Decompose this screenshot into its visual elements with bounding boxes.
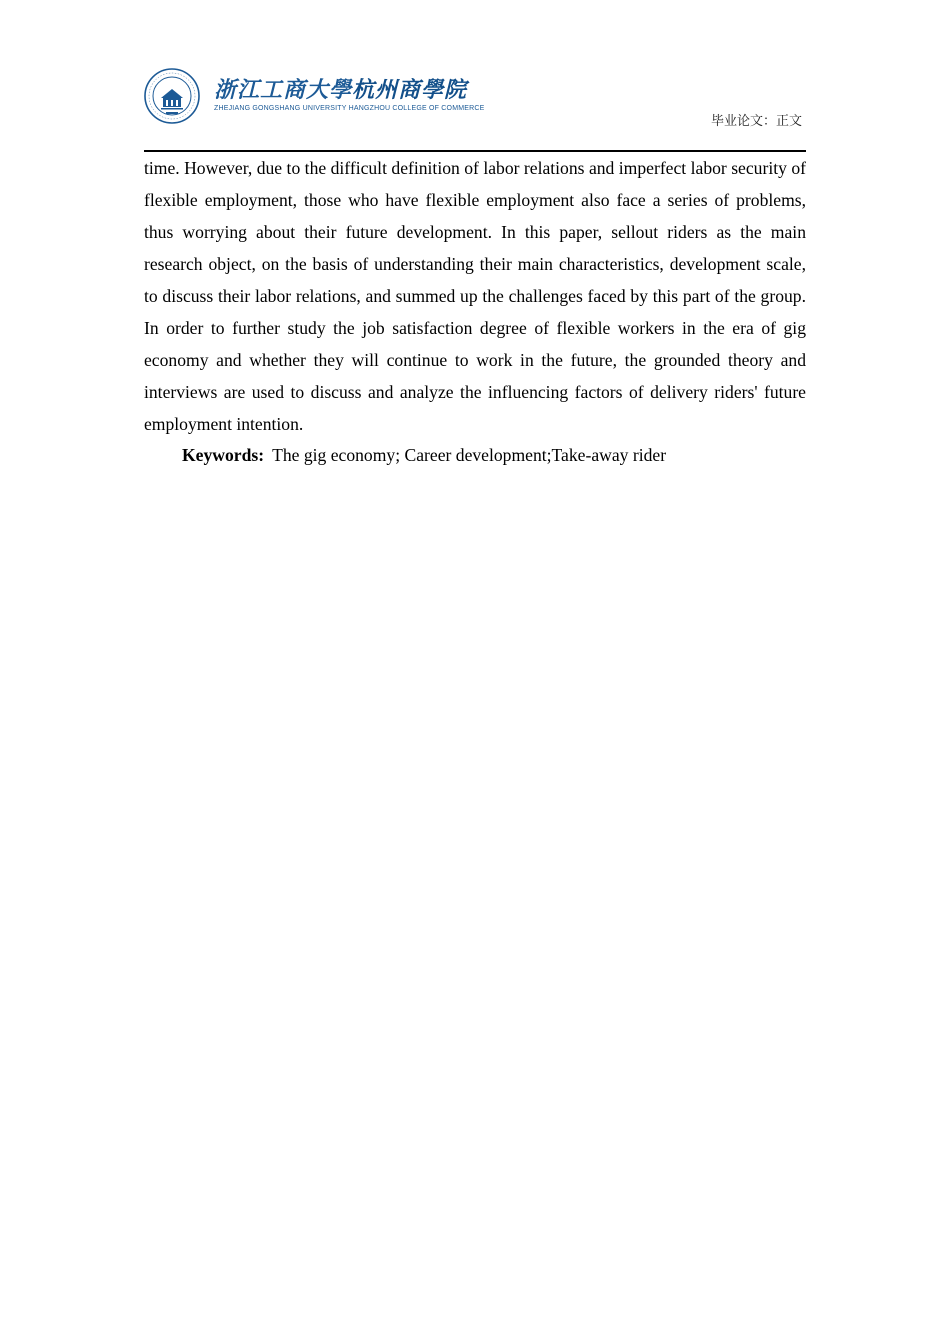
university-name-en: ZHEJIANG GONGSHANG UNIVERSITY HANGZHOU COLLEGE OF COMMERCE [214, 105, 485, 112]
header-section-label: 毕业论文：正文 [710, 114, 802, 129]
keywords-line [182, 439, 806, 471]
college-name-cn: 杭州商學院 [352, 77, 468, 103]
university-name-cn [214, 76, 484, 104]
abstract-paragraph: time. However, due to the difficult definition of labor relations and imperfect labor security of flexible employment, those who have flexible employment also face a series of problems, thus worrying about their future development. In this paper, sellout riders as the main research object, on the basis of understanding their main characteristics, development scale, to discuss their labor relations, and summed up the challenges faced by this part of the group. In order to further study the job satisfaction degree of flexible workers in the era of gig economy and whether they will continue to work in the future, the grounded theory and interviews are used to discuss and analyze the influencing factors of delivery riders' future employment intention. [144, 158, 806, 434]
page-header [144, 66, 806, 152]
university-seal-icon [144, 68, 200, 124]
university-name-cn-part1: 浙江工商大學 [214, 77, 353, 103]
keywords-value: The gig economy; Career development;Take-away rider [272, 445, 667, 465]
keywords-label: Keywords: [182, 445, 265, 465]
university-wordmark [214, 76, 484, 112]
